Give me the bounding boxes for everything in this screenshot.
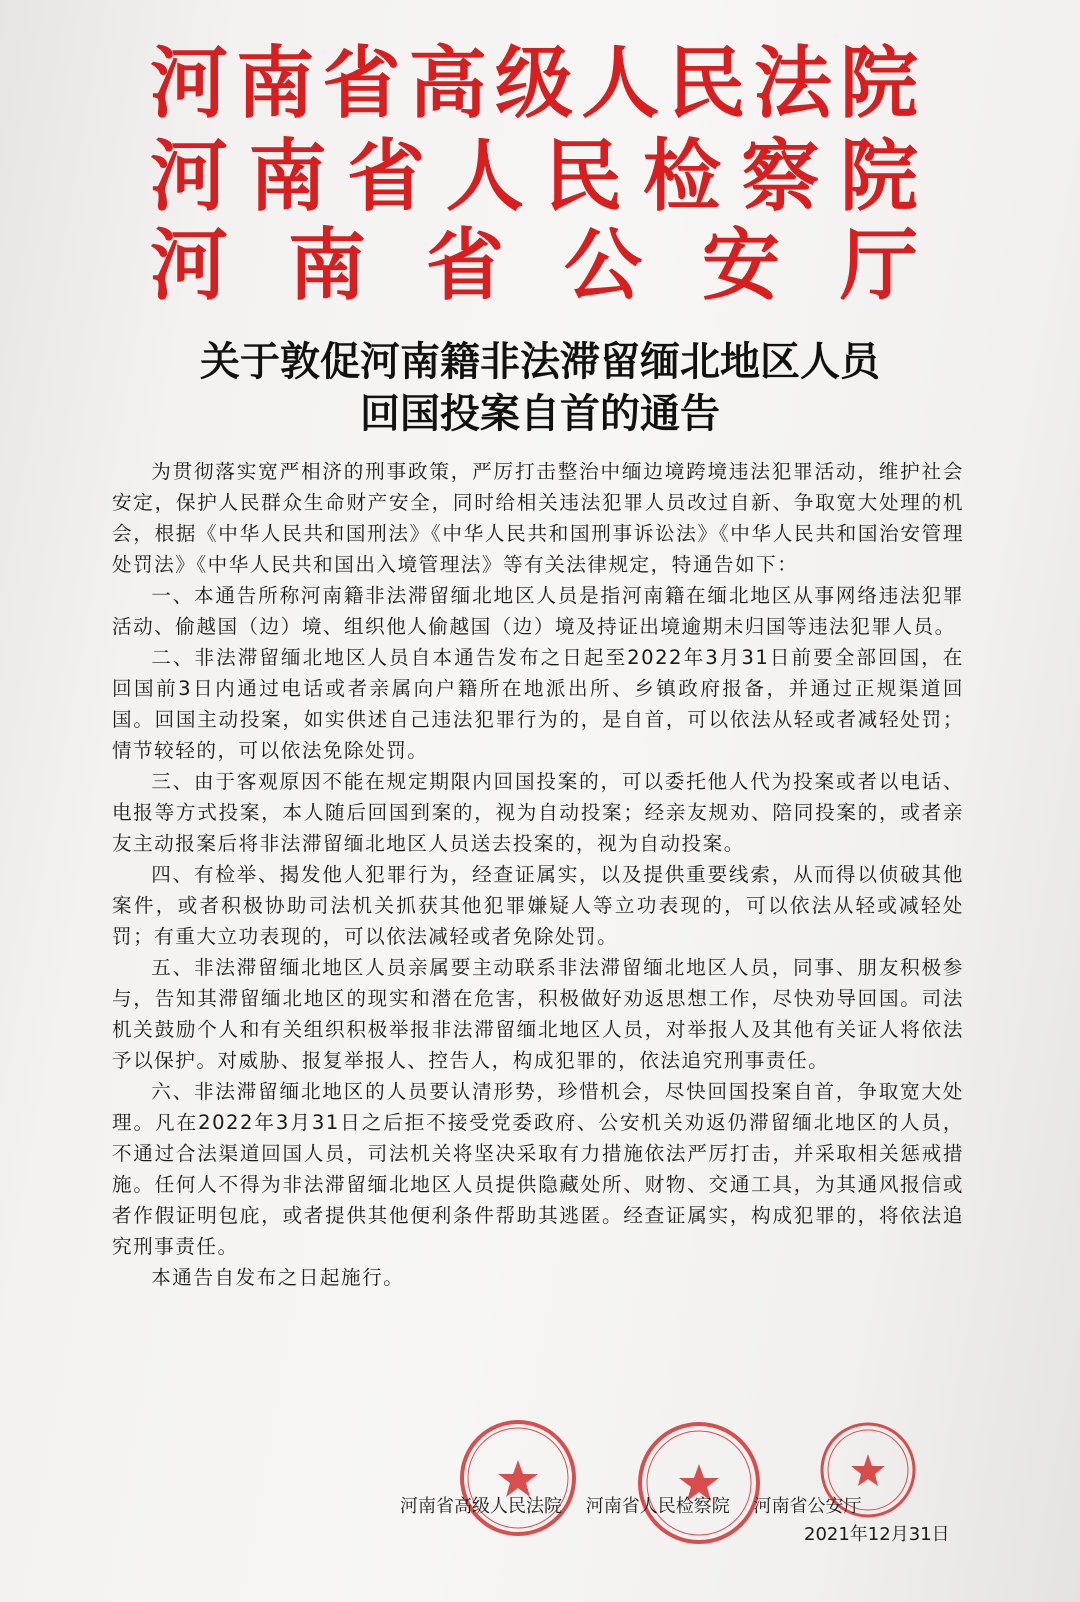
header-org-police: 河南省公安厅 xyxy=(150,221,920,311)
paragraph-clause-1: 一、本通告所称河南籍非法滞留缅北地区人员是指河南籍在缅北地区从事网络违法犯罪活动、偷越国（边）境、组织他人偷越国（边）境及持证出境逾期未归国等违法犯罪人员。 xyxy=(112,584,964,638)
paragraph-clause-3: 三、由于客观原因不能在规定期限内回国投案的，可以委托他人代为投案或者以电话、电报等方式投案，本人随后回国到案的，视为自动投案；经亲友规劝、陪同投案的，或者亲友主动报案后将非法滞留缅北地区人员送去投案的，视为自动投案。 xyxy=(112,770,964,855)
paragraph-clause-4: 四、有检举、揭发他人犯罪行为，经查证属实，以及提供重要线索，从而得以侦破其他案件，或者积极协助司法机关抓获其他犯罪嫌疑人等立功表现的，可以依法从轻或减轻处罚；有重大立功表现的，可以依法减轻或者免除处罚。 xyxy=(112,863,964,948)
notice-title-line1: 关于敦促河南籍非法滞留缅北地区人员 xyxy=(200,339,880,385)
paragraph-effective: 本通告自发布之日起施行。 xyxy=(151,1266,405,1289)
header-org-court: 河南省高级人民法院 xyxy=(150,39,920,129)
footer-org-police: 河南省公安厅 xyxy=(753,1496,862,1517)
notice-body xyxy=(112,456,964,1293)
paragraph-clause-2: 二、非法滞留缅北地区人员自本通告发布之日起至2022年3月31日前要全部回国，在回国前3日内通过电话或者亲属向户籍所在地派出所、乡镇政府报备，并通过正规渠道回国。回国主动投案，如实供述自己违法犯罪行为的，是自首，可以依法从轻或者减轻处罚；情节较轻的，可以依法免除处罚。 xyxy=(112,646,964,762)
footer-org-court: 河南省高级人民法院 xyxy=(400,1496,562,1517)
notice-title-line2: 回国投案自首的通告 xyxy=(360,391,720,437)
footer-org-procuratorate: 河南省人民检察院 xyxy=(585,1496,730,1517)
paragraph-clause-6: 六、非法滞留缅北地区的人员要认清形势，珍惜机会，尽快回国投案自首，争取宽大处理。凡在2022年3月31日之后拒不接受党委政府、公安机关劝返仍滞留缅北地区的人员，不通过合法渠道回国人员，司法机关将坚决采取有力措施依法严厉打击，并采取相关惩戒措施。任何人不得为非法滞留缅北地区人员提供隐藏处所、财物、交通工具，为其通风报信或者作假证明包庇，或者提供其他便利条件帮助其逃匿。经查证属实，构成犯罪的，将依法追究刑事责任。 xyxy=(112,1080,964,1258)
procuratorate-seal-icon xyxy=(636,1420,762,1546)
footer-date: 2021年12月31日 xyxy=(804,1524,950,1545)
paragraph-clause-5: 五、非法滞留缅北地区人员亲属要主动联系非法滞留缅北地区人员，同事、朋友积极参与，告知其滞留缅北地区的现实和潜在危害，积极做好劝返思想工作，尽快劝导回国。司法机关鼓励个人和有关组织积极举报非法滞留缅北地区人员，对举报人及其他有关证人将依法予以保护。对威胁、报复举报人、控告人，构成犯罪的，依法追究刑事责任。 xyxy=(112,956,964,1072)
court-seal-icon xyxy=(458,1418,578,1538)
header-org-procuratorate: 河南省人民检察院 xyxy=(150,132,920,222)
footer-signatories xyxy=(400,1492,960,1518)
paragraph-intro: 为贯彻落实宽严相济的刑事政策，严厉打击整治中缅边境跨境违法犯罪活动，维护社会安定，保护人民群众生命财产安全，同时给相关违法犯罪人员改过自新、争取宽大处理的机会，根据《中华人民共和国刑法》《中华人民共和国刑事诉讼法》《中华人民共和国治安管理处罚法》《中华人民共和国出入境管理法》等有关法律规定，特通告如下： xyxy=(112,460,964,576)
